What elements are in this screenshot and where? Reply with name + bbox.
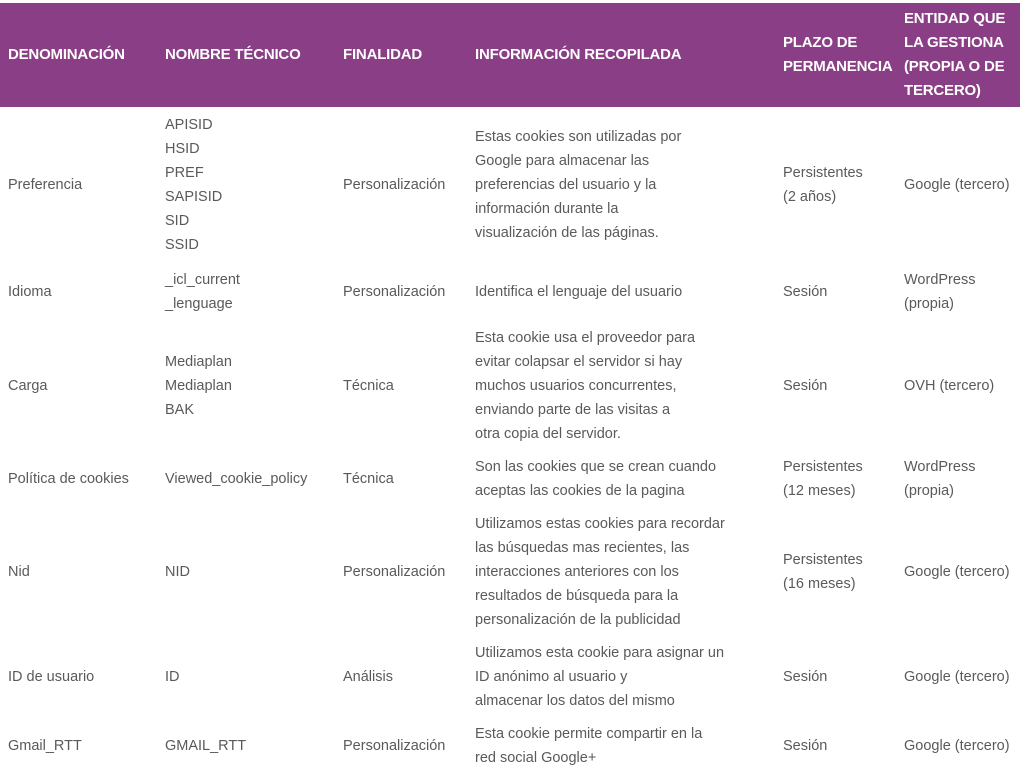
table-row xyxy=(0,321,1020,451)
table-row xyxy=(0,507,1020,637)
cell-plazo: Persistentes (2 años) xyxy=(783,165,863,205)
cell-nombre-tecnico: NID xyxy=(165,564,190,580)
cell-informacion: Esta cookie permite compartir en la red social Google+ xyxy=(475,726,703,766)
cell-finalidad: Técnica xyxy=(343,378,394,394)
cell-plazo: Sesión xyxy=(783,378,828,394)
cell-entidad: WordPress (propia) xyxy=(904,272,976,312)
cell-plazo: Sesión xyxy=(783,738,828,754)
header-informacion-recopilada: INFORMACIÓN RECOPILADA xyxy=(475,46,682,63)
cell-finalidad: Análisis xyxy=(343,669,393,685)
cell-entidad: Google (tercero) xyxy=(904,564,1010,580)
table-row xyxy=(0,263,1020,321)
cell-denominacion: Política de cookies xyxy=(8,471,129,487)
cell-informacion: Utilizamos estas cookies para recordar las búsquedas mas recientes, las interacciones anteriores con los resultados de búsqueda para la personalización de la publicidad xyxy=(475,516,725,628)
cell-denominacion: Gmail_RTT xyxy=(8,738,82,754)
cell-plazo: Sesión xyxy=(783,284,828,300)
cell-entidad: Google (tercero) xyxy=(904,669,1010,685)
header-entidad: ENTIDAD QUE LA GESTIONA (PROPIA O DE TERCERO) xyxy=(904,10,1006,99)
cell-plazo: Persistentes (12 meses) xyxy=(783,459,863,499)
header-nombre-tecnico: NOMBRE TÉCNICO xyxy=(165,46,301,63)
cell-entidad: Google (tercero) xyxy=(904,177,1010,193)
cell-plazo: Sesión xyxy=(783,669,828,685)
table-row xyxy=(0,451,1020,507)
header-denominacion: DENOMINACIÓN xyxy=(8,46,125,63)
cell-informacion: Son las cookies que se crean cuando aceptas las cookies de la pagina xyxy=(475,459,717,499)
cell-denominacion: Carga xyxy=(8,378,48,394)
cell-entidad: OVH (tercero) xyxy=(904,378,995,394)
cell-denominacion: Nid xyxy=(8,564,30,580)
cell-nombre-tecnico: Mediaplan Mediaplan BAK xyxy=(165,354,232,418)
table-row xyxy=(0,637,1020,717)
cell-finalidad: Personalización xyxy=(343,177,446,193)
cell-informacion: Utilizamos esta cookie para asignar un ID anónimo al usuario y almacenar los datos del mismo xyxy=(475,645,725,709)
cell-denominacion: Idioma xyxy=(8,284,52,300)
cell-finalidad: Personalización xyxy=(343,284,446,300)
header-row xyxy=(0,3,1020,107)
cell-informacion: Identifica el lenguaje del usuario xyxy=(475,284,683,300)
cell-nombre-tecnico: ID xyxy=(165,669,180,685)
cell-finalidad: Personalización xyxy=(343,564,446,580)
cell-denominacion: ID de usuario xyxy=(8,669,95,685)
cell-plazo: Persistentes (16 meses) xyxy=(783,552,863,592)
cookies-table xyxy=(0,3,1020,775)
table-header xyxy=(0,3,1020,107)
cell-finalidad: Personalización xyxy=(343,738,446,754)
cell-nombre-tecnico: APISID HSID PREF SAPISID SID SSID xyxy=(165,117,223,253)
cell-nombre-tecnico: Viewed_cookie_policy xyxy=(165,471,308,487)
cell-nombre-tecnico: GMAIL_RTT xyxy=(165,738,247,754)
header-finalidad: FINALIDAD xyxy=(343,46,423,63)
cell-informacion: Esta cookie usa el proveedor para evitar colapsar el servidor si hay muchos usuarios concurrentes, enviando parte de las visitas a otra copia del servidor. xyxy=(475,330,696,442)
cell-nombre-tecnico: _icl_current _lenguage xyxy=(165,272,240,312)
header-plazo-permanencia: PLAZO DE PERMANENCIA xyxy=(783,34,893,75)
cell-entidad: Google (tercero) xyxy=(904,738,1010,754)
table-body xyxy=(0,107,1020,775)
cell-denominacion: Preferencia xyxy=(8,177,83,193)
cell-informacion: Estas cookies son utilizadas por Google para almacenar las preferencias del usuario y la información durante la visualización de las páginas. xyxy=(475,129,682,241)
cell-entidad: WordPress (propia) xyxy=(904,459,976,499)
table-row xyxy=(0,107,1020,263)
cell-finalidad: Técnica xyxy=(343,471,394,487)
table-row xyxy=(0,717,1020,775)
